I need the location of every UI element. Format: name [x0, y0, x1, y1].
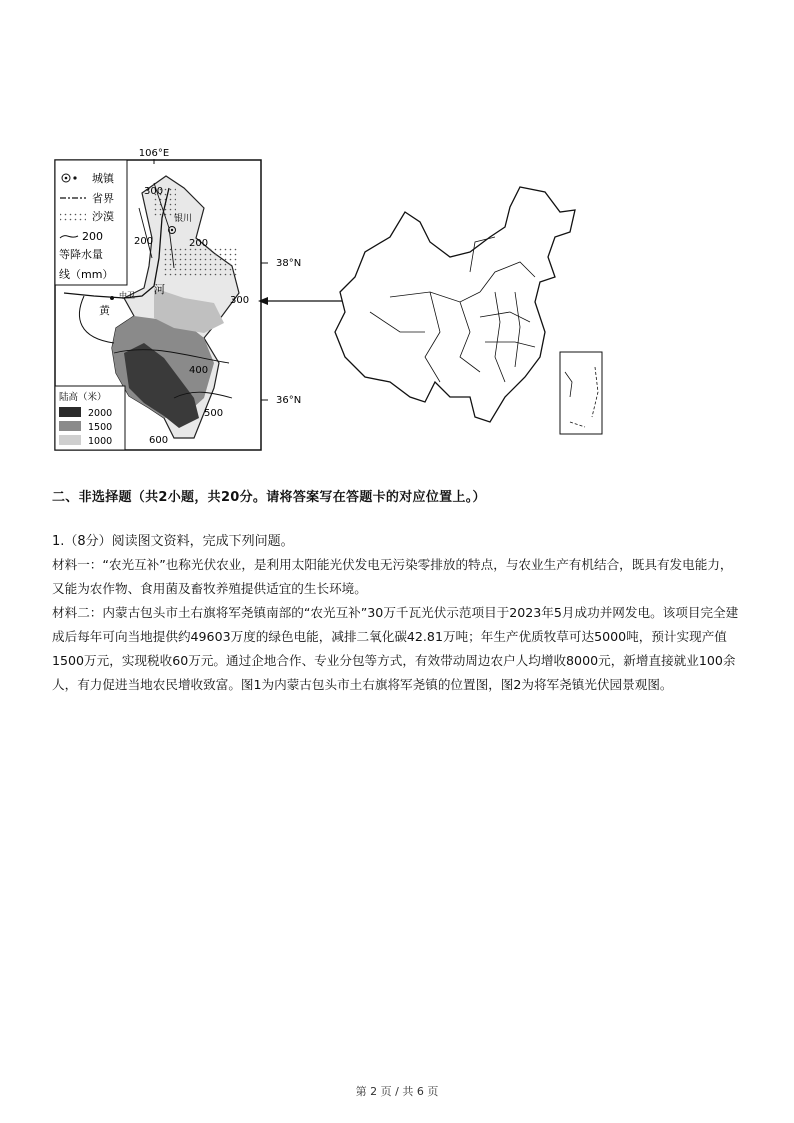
legend-town: 城镇	[92, 172, 114, 185]
legend-boundary: 省界	[92, 192, 114, 205]
page-footer: 第 2 页 / 共 6 页	[355, 1085, 439, 1098]
zhongwei-label: 中卫	[119, 291, 135, 300]
legend-isohyet-value: 200	[82, 230, 103, 243]
legend-isohyet-label-1: 等降水量	[59, 248, 103, 261]
zhongwei-marker	[110, 296, 114, 300]
longitude-label: 106°E	[138, 148, 170, 159]
legend-desert: 沙漠	[92, 210, 114, 223]
river-he-label: 河	[154, 283, 165, 296]
isohyet-label: 200	[189, 238, 209, 249]
isohyet-label: 400	[189, 365, 209, 376]
china-outline	[335, 187, 575, 422]
material-one: 材料一：“农光互补”也称光伏农业，是利用太阳能光伏发电无污染零排放的特点，与农业生产有机结合，既具有发电能力，又能为农作物、食用菌及畜牧养殖提供适宜的生长环境。	[52, 557, 733, 596]
question-heading: 1.（8分）阅读图文资料，完成下列问题。	[52, 534, 294, 549]
yinchuan-label: 银川	[174, 214, 193, 224]
elevation-1000-label: 1000	[88, 436, 113, 447]
isohyet-label: 600	[149, 435, 169, 446]
isohyet-label: 300	[144, 186, 164, 197]
river-huang-label: 黄	[99, 304, 110, 317]
section-title: 二、非选择题（共2小题，共20分。请将答案写在答题卡的对应位置上。）	[52, 490, 486, 505]
desert-icon	[60, 211, 86, 221]
lat-36-label: 36°N	[276, 395, 302, 406]
desert-area	[164, 248, 239, 278]
elevation-2000-label: 2000	[88, 408, 113, 419]
isohyet-label: 500	[204, 408, 224, 419]
elevation-1500-label: 1500	[88, 422, 113, 433]
legend-isohyet-label-2: 线（mm）	[59, 268, 114, 281]
material-two: 材料二：内蒙古包头市土右旗将军尧镇南部的“农光互补”30万千瓦光伏示范项目于2023年5月成功并网发电。该项目完全建成后每年可向当地提供约49603万度的绿色电能，减排二氧化碳42.81万吨；年生产优质牧草可达5000吨，预计实现产值1500万元，实现税收60万元。通过企地合作、专业分包等方式，有效带动周边农户人均增收8000元，新增直接就业100余人，有力促进当地农民增收致富。图1为内蒙古包头市土右旗将军尧镇的位置图，图2为将军尧镇光伏园景观图。	[52, 605, 739, 692]
isohyet-label: 300	[230, 295, 250, 306]
elevation-legend-title: 陆高（米）	[59, 392, 107, 403]
lat-38-label: 38°N	[276, 258, 302, 269]
south-china-sea-inset	[560, 352, 602, 434]
isohyet-label: 200	[134, 236, 154, 247]
regional-map	[54, 148, 302, 453]
china-map	[330, 182, 605, 437]
